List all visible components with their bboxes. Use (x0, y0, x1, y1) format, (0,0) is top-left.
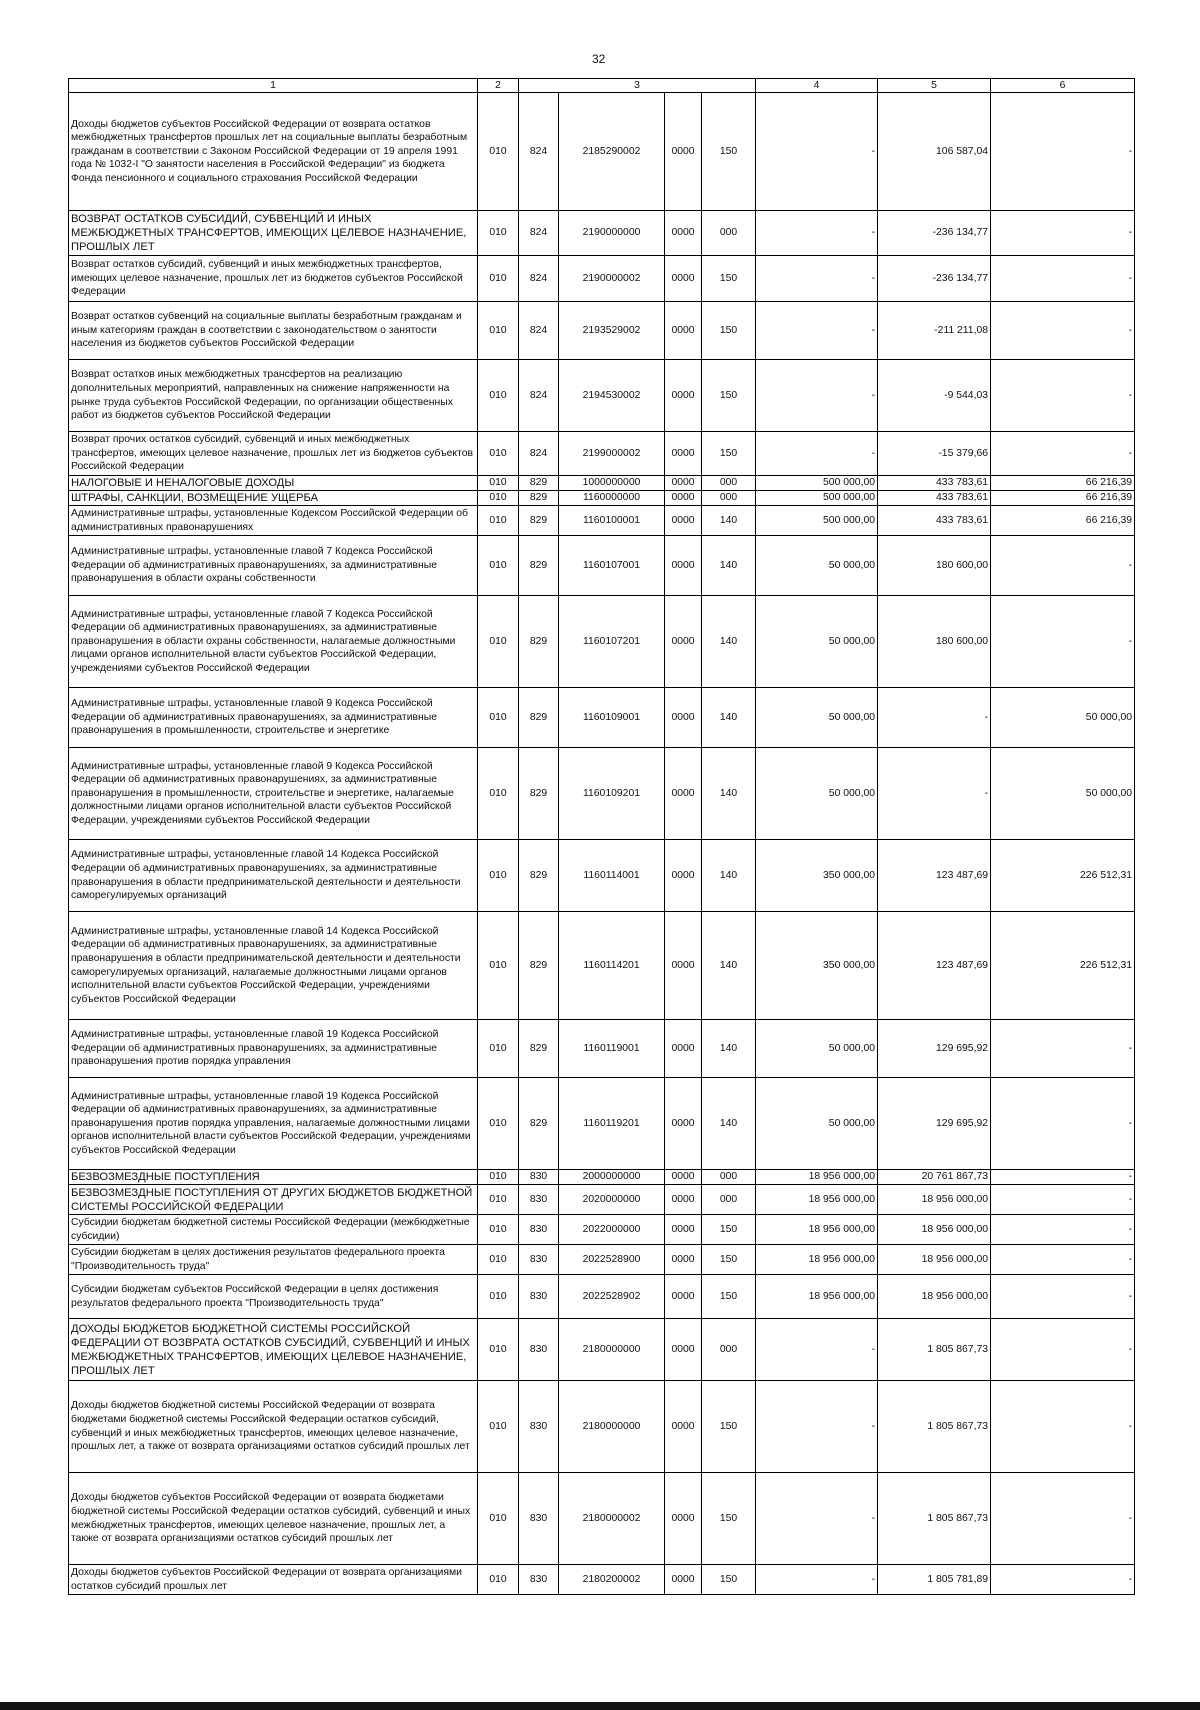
subcode: 0000 (665, 302, 702, 360)
row-name: НАЛОГОВЫЕ И НЕНАЛОГОВЫЕ ДОХОДЫ (69, 476, 478, 491)
income-code: 1160000000 (559, 491, 665, 506)
income-code: 1160109001 (559, 688, 665, 748)
kosgu-code: 000 (702, 211, 756, 256)
kosgu-code: 150 (702, 1215, 756, 1245)
unexecuted-amount: 226 512,31 (991, 840, 1135, 912)
unexecuted-amount: - (991, 1185, 1135, 1215)
row-name: БЕЗВОЗМЕЗДНЫЕ ПОСТУПЛЕНИЯ ОТ ДРУГИХ БЮДЖЕТОВ БЮДЖЕТНОЙ СИСТЕМЫ РОССИЙСКОЙ ФЕДЕРАЦИИ (69, 1185, 478, 1215)
income-code: 2180000000 (559, 1381, 665, 1473)
table-row (69, 360, 1135, 432)
executed-amount: 18 956 000,00 (878, 1245, 991, 1275)
subcode: 0000 (665, 1170, 702, 1185)
planned-amount: 350 000,00 (756, 912, 878, 1020)
table-row (69, 596, 1135, 688)
unexecuted-amount: - (991, 432, 1135, 476)
chapter-code: 830 (519, 1565, 559, 1595)
kosgu-code: 150 (702, 1473, 756, 1565)
income-code: 2199000002 (559, 432, 665, 476)
kosgu-code: 140 (702, 536, 756, 596)
kosgu-code: 150 (702, 1245, 756, 1275)
row-name: Административные штрафы, установленные главой 7 Кодекса Российской Федерации об административных правонарушениях, за административные правонарушения в области охраны собственности (69, 536, 478, 596)
subcode: 0000 (665, 1245, 702, 1275)
unexecuted-amount: - (991, 93, 1135, 211)
chapter-code: 829 (519, 840, 559, 912)
table-row (69, 432, 1135, 476)
admin-code: 010 (478, 432, 519, 476)
executed-amount: 1 805 867,73 (878, 1381, 991, 1473)
unexecuted-amount: - (991, 1020, 1135, 1078)
kosgu-code: 140 (702, 748, 756, 840)
admin-code: 010 (478, 536, 519, 596)
executed-amount: 123 487,69 (878, 912, 991, 1020)
planned-amount: 50 000,00 (756, 536, 878, 596)
planned-amount: 50 000,00 (756, 748, 878, 840)
table-row (69, 93, 1135, 211)
row-name: Административные штрафы, установленные главой 14 Кодекса Российской Федерации об административных правонарушениях, за административные правонарушения в области предпринимательской деятельности и деятельности саморегулируемых организаций, налагаемые должностными лицами органов исполнительной власти субъектов Российской Федерации, учреждениями субъектов Российской Федерации (69, 912, 478, 1020)
table-body (69, 93, 1135, 1595)
row-name: ДОХОДЫ БЮДЖЕТОВ БЮДЖЕТНОЙ СИСТЕМЫ РОССИЙСКОЙ ФЕДЕРАЦИИ ОТ ВОЗВРАТА ОСТАТКОВ СУБСИДИЙ, СУБВЕНЦИЙ И ИНЫХ МЕЖБЮДЖЕТНЫХ ТРАНСФЕРТОВ, ИМЕЮЩИХ ЦЕЛЕВОЕ НАЗНАЧЕНИЕ, ПРОШЛЫХ ЛЕТ (69, 1319, 478, 1381)
unexecuted-amount: 226 512,31 (991, 912, 1135, 1020)
admin-code: 010 (478, 1319, 519, 1381)
income-code: 1160119001 (559, 1020, 665, 1078)
subcode: 0000 (665, 432, 702, 476)
row-name: Возврат остатков иных межбюджетных трансфертов на реализацию дополнительных мероприятий, направленных на снижение напряженности на рынке труда субъектов Российской Федерации, по организации общественных работ из бюджетов субъектов Российской Федерации (69, 360, 478, 432)
income-code: 1160109201 (559, 748, 665, 840)
admin-code: 010 (478, 1473, 519, 1565)
subcode: 0000 (665, 1319, 702, 1381)
chapter-code: 829 (519, 688, 559, 748)
executed-amount: -15 379,66 (878, 432, 991, 476)
planned-amount: 18 956 000,00 (756, 1215, 878, 1245)
executed-amount: 129 695,92 (878, 1078, 991, 1170)
subcode: 0000 (665, 1185, 702, 1215)
income-code: 2180000000 (559, 1319, 665, 1381)
unexecuted-amount: - (991, 536, 1135, 596)
chapter-code: 829 (519, 1078, 559, 1170)
planned-amount: - (756, 432, 878, 476)
income-code: 2190000000 (559, 211, 665, 256)
table-row (69, 840, 1135, 912)
table-row (69, 476, 1135, 491)
income-code: 2190000002 (559, 256, 665, 302)
unexecuted-amount: 66 216,39 (991, 476, 1135, 491)
planned-amount: 18 956 000,00 (756, 1185, 878, 1215)
table-row (69, 1170, 1135, 1185)
unexecuted-amount: - (991, 1078, 1135, 1170)
kosgu-code: 150 (702, 93, 756, 211)
income-code: 2000000000 (559, 1170, 665, 1185)
chapter-code: 830 (519, 1381, 559, 1473)
row-name: Доходы бюджетов бюджетной системы Российской Федерации от возврата бюджетами бюджетной системы Российской Федерации остатков субсидий, субвенций и иных межбюджетных трансфертов, имеющих целевое назначение, прошлых лет, а также от возврата организациями остатков субсидий прошлых лет (69, 1381, 478, 1473)
subcode: 0000 (665, 912, 702, 1020)
income-code: 2022000000 (559, 1215, 665, 1245)
planned-amount: 350 000,00 (756, 840, 878, 912)
unexecuted-amount: - (991, 596, 1135, 688)
unexecuted-amount: 66 216,39 (991, 491, 1135, 506)
row-name: Административные штрафы, установленные главой 19 Кодекса Российской Федерации об административных правонарушениях, за административные правонарушения против порядка управления, налагаемые должностными лицами органов исполнительной власти субъектов Российской Федерации, учреждениями субъектов Российской Федерации (69, 1078, 478, 1170)
subcode: 0000 (665, 1473, 702, 1565)
chapter-code: 830 (519, 1185, 559, 1215)
chapter-code: 824 (519, 302, 559, 360)
planned-amount: - (756, 1473, 878, 1565)
executed-amount: -211 211,08 (878, 302, 991, 360)
table-row (69, 1078, 1135, 1170)
admin-code: 010 (478, 1185, 519, 1215)
row-name: Административные штрафы, установленные главой 14 Кодекса Российской Федерации об административных правонарушениях, за административные правонарушения в области предпринимательской деятельности и деятельности саморегулируемых организаций (69, 840, 478, 912)
table-row (69, 1381, 1135, 1473)
executed-amount: 20 761 867,73 (878, 1170, 991, 1185)
kosgu-code: 150 (702, 1381, 756, 1473)
kosgu-code: 140 (702, 1078, 756, 1170)
table-row (69, 1185, 1135, 1215)
executed-amount: - (878, 688, 991, 748)
kosgu-code: 150 (702, 1275, 756, 1319)
executed-amount: 18 956 000,00 (878, 1215, 991, 1245)
chapter-code: 830 (519, 1170, 559, 1185)
income-code: 1160107201 (559, 596, 665, 688)
planned-amount: 500 000,00 (756, 476, 878, 491)
subcode: 0000 (665, 506, 702, 536)
chapter-code: 829 (519, 506, 559, 536)
chapter-code: 829 (519, 491, 559, 506)
executed-amount: 433 783,61 (878, 506, 991, 536)
subcode: 0000 (665, 536, 702, 596)
subcode: 0000 (665, 211, 702, 256)
admin-code: 010 (478, 748, 519, 840)
chapter-code: 829 (519, 1020, 559, 1078)
table-row (69, 912, 1135, 1020)
chapter-code: 824 (519, 360, 559, 432)
subcode: 0000 (665, 688, 702, 748)
unexecuted-amount: 50 000,00 (991, 688, 1135, 748)
income-code: 1160100001 (559, 506, 665, 536)
unexecuted-amount: - (991, 1215, 1135, 1245)
header-col-6: 6 (991, 79, 1135, 93)
chapter-code: 829 (519, 596, 559, 688)
kosgu-code: 150 (702, 302, 756, 360)
kosgu-code: 150 (702, 432, 756, 476)
admin-code: 010 (478, 840, 519, 912)
admin-code: 010 (478, 256, 519, 302)
unexecuted-amount: - (991, 1275, 1135, 1319)
planned-amount: - (756, 302, 878, 360)
planned-amount: 18 956 000,00 (756, 1245, 878, 1275)
income-code: 2022528902 (559, 1275, 665, 1319)
chapter-code: 829 (519, 536, 559, 596)
admin-code: 010 (478, 1565, 519, 1595)
subcode: 0000 (665, 1381, 702, 1473)
income-code: 2180000002 (559, 1473, 665, 1565)
table-row (69, 1215, 1135, 1245)
table-row (69, 688, 1135, 748)
chapter-code: 829 (519, 476, 559, 491)
table-row (69, 536, 1135, 596)
header-col-5: 5 (878, 79, 991, 93)
kosgu-code: 140 (702, 596, 756, 688)
subcode: 0000 (665, 1565, 702, 1595)
table-row (69, 211, 1135, 256)
planned-amount: - (756, 256, 878, 302)
kosgu-code: 000 (702, 1319, 756, 1381)
admin-code: 010 (478, 302, 519, 360)
unexecuted-amount: - (991, 1319, 1135, 1381)
income-code: 2194530002 (559, 360, 665, 432)
kosgu-code: 140 (702, 688, 756, 748)
kosgu-code: 140 (702, 506, 756, 536)
header-col-4: 4 (756, 79, 878, 93)
header-row (69, 79, 1135, 93)
planned-amount: 50 000,00 (756, 1078, 878, 1170)
chapter-code: 830 (519, 1215, 559, 1245)
planned-amount: 500 000,00 (756, 491, 878, 506)
table-row (69, 506, 1135, 536)
admin-code: 010 (478, 596, 519, 688)
planned-amount: - (756, 93, 878, 211)
row-name: Доходы бюджетов субъектов Российской Федерации от возврата бюджетами бюджетной системы Российской Федерации остатков субсидий, субвенций и иных межбюджетных трансфертов, имеющих целевое назначение, прошлых лет, а также от возврата организациями остатков субсидий прошлых лет (69, 1473, 478, 1565)
chapter-code: 830 (519, 1275, 559, 1319)
revenue-table (68, 78, 1135, 1595)
admin-code: 010 (478, 1245, 519, 1275)
executed-amount: 433 783,61 (878, 491, 991, 506)
kosgu-code: 000 (702, 476, 756, 491)
executed-amount: 1 805 867,73 (878, 1473, 991, 1565)
kosgu-code: 150 (702, 1565, 756, 1595)
unexecuted-amount: - (991, 302, 1135, 360)
chapter-code: 830 (519, 1245, 559, 1275)
row-name: Административные штрафы, установленные главой 19 Кодекса Российской Федерации об административных правонарушениях, за административные правонарушения против порядка управления (69, 1020, 478, 1078)
admin-code: 010 (478, 93, 519, 211)
chapter-code: 830 (519, 1319, 559, 1381)
subcode: 0000 (665, 1215, 702, 1245)
kosgu-code: 150 (702, 256, 756, 302)
planned-amount: 50 000,00 (756, 1020, 878, 1078)
income-code: 1000000000 (559, 476, 665, 491)
executed-amount: 123 487,69 (878, 840, 991, 912)
planned-amount: 18 956 000,00 (756, 1170, 878, 1185)
table-row (69, 1565, 1135, 1595)
unexecuted-amount: - (991, 1381, 1135, 1473)
row-name: Возврат прочих остатков субсидий, субвенций и иных межбюджетных трансфертов, имеющих целевое назначение, прошлых лет из бюджетов субъектов Российской Федерации (69, 432, 478, 476)
chapter-code: 824 (519, 432, 559, 476)
table-row (69, 256, 1135, 302)
chapter-code: 824 (519, 256, 559, 302)
admin-code: 010 (478, 912, 519, 1020)
table-row (69, 302, 1135, 360)
row-name: Административные штрафы, установленные главой 9 Кодекса Российской Федерации об административных правонарушениях, за административные правонарушения в промышленности, строительстве и энергетике, налагаемые должностными лицами органов исполнительной власти субъектов Российской Федерации, учреждениями субъектов Российской Федерации (69, 748, 478, 840)
planned-amount: 50 000,00 (756, 596, 878, 688)
row-name: Субсидии бюджетам бюджетной системы Российской Федерации (межбюджетные субсидии) (69, 1215, 478, 1245)
unexecuted-amount: - (991, 211, 1135, 256)
executed-amount: -236 134,77 (878, 211, 991, 256)
planned-amount: - (756, 1381, 878, 1473)
executed-amount: - (878, 748, 991, 840)
income-code: 1160114201 (559, 912, 665, 1020)
unexecuted-amount: - (991, 1170, 1135, 1185)
table-row (69, 1245, 1135, 1275)
admin-code: 010 (478, 1078, 519, 1170)
row-name: Административные штрафы, установленные главой 9 Кодекса Российской Федерации об административных правонарушениях, за административные правонарушения в промышленности, строительстве и энергетике (69, 688, 478, 748)
subcode: 0000 (665, 256, 702, 302)
income-code: 2185290002 (559, 93, 665, 211)
unexecuted-amount: - (991, 1245, 1135, 1275)
planned-amount: 500 000,00 (756, 506, 878, 536)
admin-code: 010 (478, 1020, 519, 1078)
row-name: Субсидии бюджетам в целях достижения результатов федерального проекта "Производительность труда" (69, 1245, 478, 1275)
executed-amount: 433 783,61 (878, 476, 991, 491)
page-number: 32 (592, 52, 606, 66)
chapter-code: 830 (519, 1473, 559, 1565)
subcode: 0000 (665, 360, 702, 432)
row-name: Административные штрафы, установленные главой 7 Кодекса Российской Федерации об административных правонарушениях, за административные правонарушения в области охраны собственности, налагаемые должностными лицами органов исполнительной власти субъектов Российской Федерации, учреждениями субъектов Российской Федерации (69, 596, 478, 688)
income-code: 1160114001 (559, 840, 665, 912)
income-code: 2180200002 (559, 1565, 665, 1595)
executed-amount: 18 956 000,00 (878, 1275, 991, 1319)
planned-amount: - (756, 211, 878, 256)
executed-amount: 106 587,04 (878, 93, 991, 211)
admin-code: 010 (478, 1381, 519, 1473)
table-row (69, 1275, 1135, 1319)
admin-code: 010 (478, 506, 519, 536)
table-row (69, 748, 1135, 840)
executed-amount: 129 695,92 (878, 1020, 991, 1078)
unexecuted-amount: - (991, 360, 1135, 432)
executed-amount: -236 134,77 (878, 256, 991, 302)
subcode: 0000 (665, 748, 702, 840)
table-row (69, 1473, 1135, 1565)
row-name: Субсидии бюджетам субъектов Российской Федерации в целях достижения результатов федерального проекта "Производительность труда" (69, 1275, 478, 1319)
kosgu-code: 140 (702, 840, 756, 912)
kosgu-code: 150 (702, 360, 756, 432)
admin-code: 010 (478, 1275, 519, 1319)
kosgu-code: 000 (702, 491, 756, 506)
admin-code: 010 (478, 360, 519, 432)
income-code: 1160119201 (559, 1078, 665, 1170)
row-name: БЕЗВОЗМЕЗДНЫЕ ПОСТУПЛЕНИЯ (69, 1170, 478, 1185)
planned-amount: - (756, 1565, 878, 1595)
row-name: ШТРАФЫ, САНКЦИИ, ВОЗМЕЩЕНИЕ УЩЕРБА (69, 491, 478, 506)
chapter-code: 824 (519, 93, 559, 211)
chapter-code: 824 (519, 211, 559, 256)
kosgu-code: 000 (702, 1170, 756, 1185)
executed-amount: 1 805 781,89 (878, 1565, 991, 1595)
income-code: 2193529002 (559, 302, 665, 360)
kosgu-code: 140 (702, 1020, 756, 1078)
subcode: 0000 (665, 491, 702, 506)
subcode: 0000 (665, 596, 702, 688)
chapter-code: 829 (519, 912, 559, 1020)
table-row (69, 1319, 1135, 1381)
admin-code: 010 (478, 688, 519, 748)
row-name: Доходы бюджетов субъектов Российской Федерации от возврата организациями остатков субсидий прошлых лет (69, 1565, 478, 1595)
admin-code: 010 (478, 1170, 519, 1185)
row-name: ВОЗВРАТ ОСТАТКОВ СУБСИДИЙ, СУБВЕНЦИЙ И ИНЫХ МЕЖБЮДЖЕТНЫХ ТРАНСФЕРТОВ, ИМЕЮЩИХ ЦЕЛЕВОЕ НАЗНАЧЕНИЕ, ПРОШЛЫХ ЛЕТ (69, 211, 478, 256)
executed-amount: -9 544,03 (878, 360, 991, 432)
header-col-1: 1 (69, 79, 478, 93)
executed-amount: 18 956 000,00 (878, 1185, 991, 1215)
subcode: 0000 (665, 1078, 702, 1170)
planned-amount: - (756, 360, 878, 432)
kosgu-code: 140 (702, 912, 756, 1020)
unexecuted-amount: - (991, 256, 1135, 302)
admin-code: 010 (478, 211, 519, 256)
subcode: 0000 (665, 1020, 702, 1078)
unexecuted-amount: 50 000,00 (991, 748, 1135, 840)
row-name: Возврат остатков субвенций на социальные выплаты безработным гражданам и иным категориям граждан в соответствии с законодательством о занятости населения из бюджетов субъектов Российской Федерации (69, 302, 478, 360)
planned-amount: 50 000,00 (756, 688, 878, 748)
table-row (69, 491, 1135, 506)
executed-amount: 180 600,00 (878, 536, 991, 596)
income-code: 2020000000 (559, 1185, 665, 1215)
unexecuted-amount: 66 216,39 (991, 506, 1135, 536)
subcode: 0000 (665, 840, 702, 912)
admin-code: 010 (478, 476, 519, 491)
row-name: Административные штрафы, установленные Кодексом Российской Федерации об административных правонарушениях (69, 506, 478, 536)
executed-amount: 180 600,00 (878, 596, 991, 688)
income-code: 2022528900 (559, 1245, 665, 1275)
table-row (69, 1020, 1135, 1078)
kosgu-code: 000 (702, 1185, 756, 1215)
scan-edge-bar (0, 1702, 1200, 1710)
subcode: 0000 (665, 1275, 702, 1319)
admin-code: 010 (478, 491, 519, 506)
chapter-code: 829 (519, 748, 559, 840)
unexecuted-amount: - (991, 1473, 1135, 1565)
planned-amount: - (756, 1319, 878, 1381)
planned-amount: 18 956 000,00 (756, 1275, 878, 1319)
subcode: 0000 (665, 93, 702, 211)
admin-code: 010 (478, 1215, 519, 1245)
income-code: 1160107001 (559, 536, 665, 596)
row-name: Возврат остатков субсидий, субвенций и иных межбюджетных трансфертов, имеющих целевое назначение, прошлых лет из бюджетов субъектов Российской Федерации (69, 256, 478, 302)
row-name: Доходы бюджетов субъектов Российской Федерации от возврата остатков межбюджетных трансфертов прошлых лет на социальные выплаты безработным гражданам в соответствии с Законом Российской Федерации от 19 апреля 1991 года № 1032-I "О занятости населения в Российской Федерации" из бюджета Фонда пенсионного и социального страхования Российской Федерации (69, 93, 478, 211)
executed-amount: 1 805 867,73 (878, 1319, 991, 1381)
header-col-3: 3 (519, 79, 756, 93)
unexecuted-amount: - (991, 1565, 1135, 1595)
subcode: 0000 (665, 476, 702, 491)
header-col-2: 2 (478, 79, 519, 93)
